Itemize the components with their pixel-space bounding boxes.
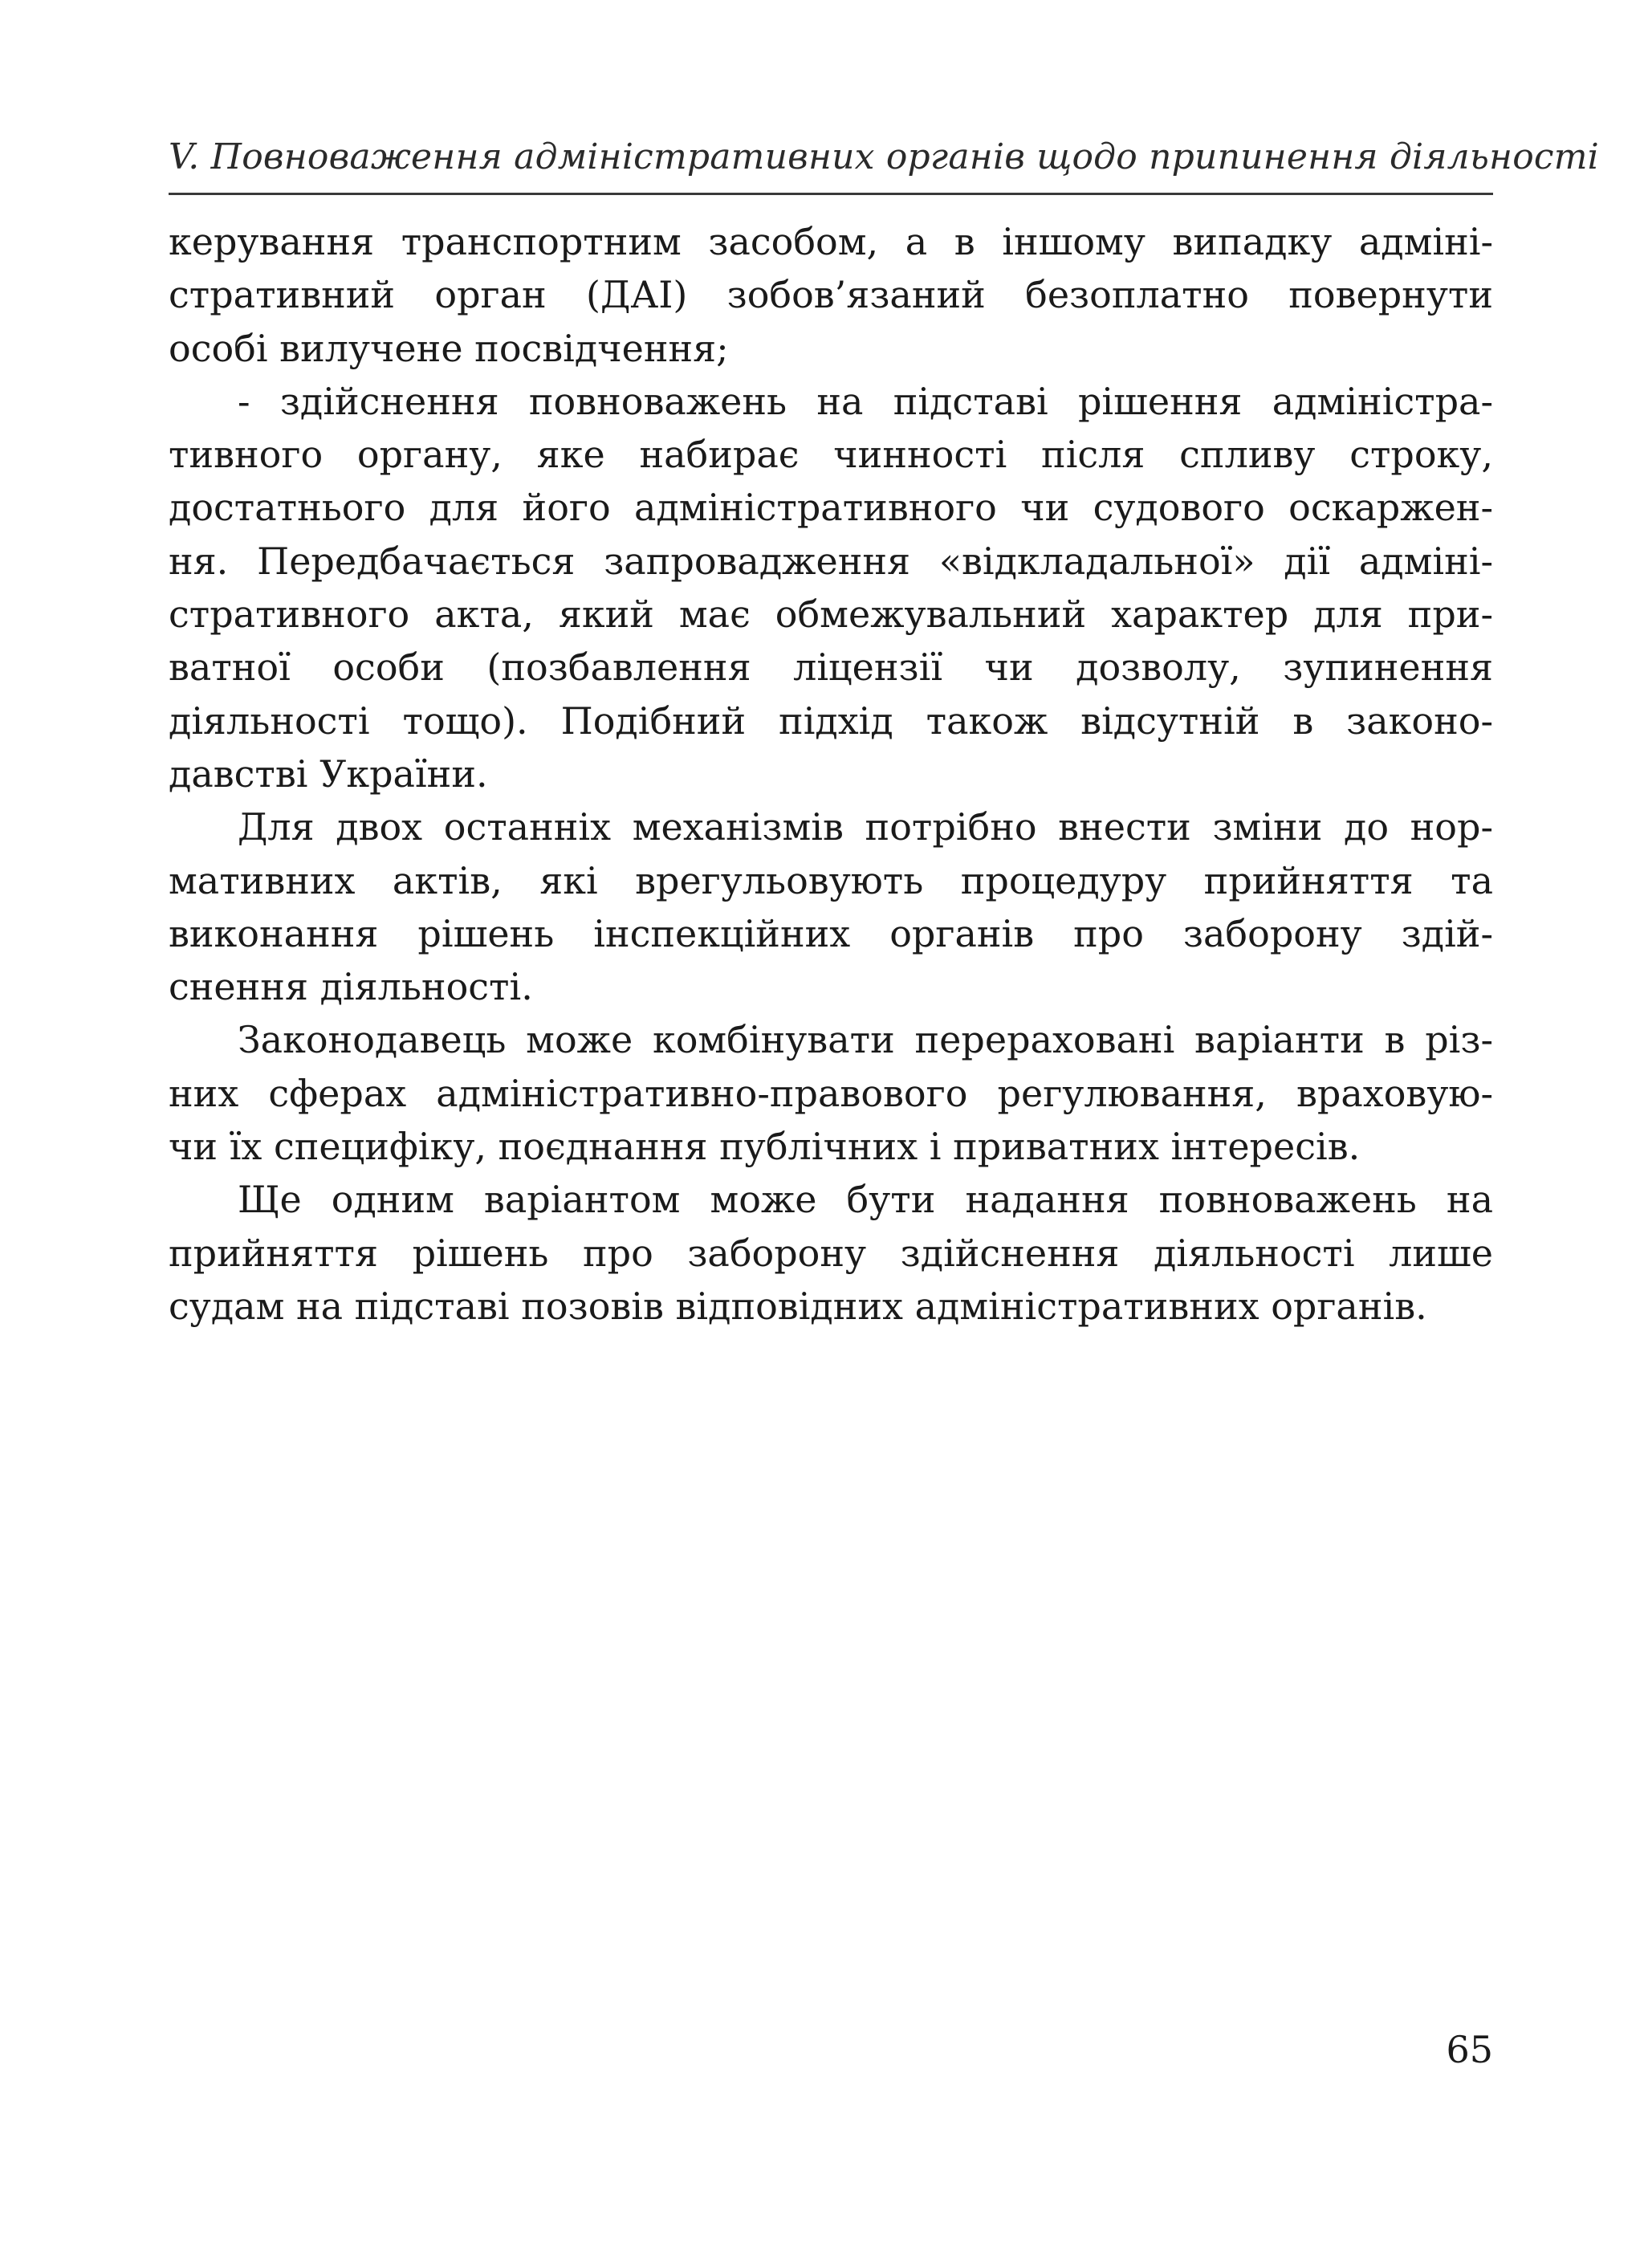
text-line: ватної особи (позбавлення ліцензії чи дозволу, зупинення xyxy=(169,645,1493,690)
text-line: керування транспортним засобом, а в іншому випадку адміні- xyxy=(169,220,1493,263)
text-line: особі вилучене посвідчення; xyxy=(169,326,729,370)
header-rule xyxy=(169,193,1493,195)
text-line: давстві України. xyxy=(169,751,488,796)
text-line: стративного акта, який має обмежувальний характер для при- xyxy=(169,592,1493,637)
text-line: достатнього для його адміністративного чи судового оскаржен- xyxy=(169,486,1493,530)
text-line: Ще одним варіантом може бути надання повноважень на xyxy=(238,1178,1493,1222)
text-line: стративний орган (ДАІ) зобов’язаний безоплатно повернути xyxy=(169,273,1493,317)
paragraph xyxy=(169,800,1493,1013)
page-number: 65 xyxy=(1446,2028,1493,2071)
text-line: Для двох останніх механізмів потрібно внести зміни до нор- xyxy=(238,805,1493,849)
text-line: судам на підставі позовів відповідних адміністративних органів. xyxy=(169,1284,1427,1328)
text-line: ня. Передбачається запровадження «відкладальної» дії адміні- xyxy=(169,539,1493,583)
text-line: тивного органу, яке набирає чинності після спливу строку, xyxy=(169,433,1493,477)
text-line: них сферах адміністративно-правового регулювання, враховую- xyxy=(169,1071,1493,1115)
paragraph xyxy=(169,1013,1493,1173)
text-line: прийняття рішень про заборону здійснення діяльності лише xyxy=(169,1231,1493,1275)
text-line: чи їх специфіку, поєднання публічних і приватних інтересів. xyxy=(169,1125,1361,1169)
paragraph xyxy=(169,375,1493,800)
text-line: мативних актів, які врегульовують процедуру прийняття та xyxy=(169,858,1493,902)
text-line: виконання рішень інспекційних органів про заборону здій- xyxy=(169,911,1493,955)
running-header: V. Повноваження адміністративних органів щодо припинення діяльності xyxy=(169,136,1599,177)
text-line: діяльності тощо). Подібний підхід також відсутній в законо- xyxy=(169,698,1493,743)
body-text xyxy=(169,215,1493,1333)
text-line: Законодавець може комбінувати перераховані варіанти в різ- xyxy=(238,1018,1493,1062)
paragraph xyxy=(169,1173,1493,1333)
text-line: - здійснення повноважень на підставі рішення адміністра- xyxy=(238,379,1493,423)
text-line: снення діяльності. xyxy=(169,965,533,1009)
paragraph xyxy=(169,215,1493,375)
